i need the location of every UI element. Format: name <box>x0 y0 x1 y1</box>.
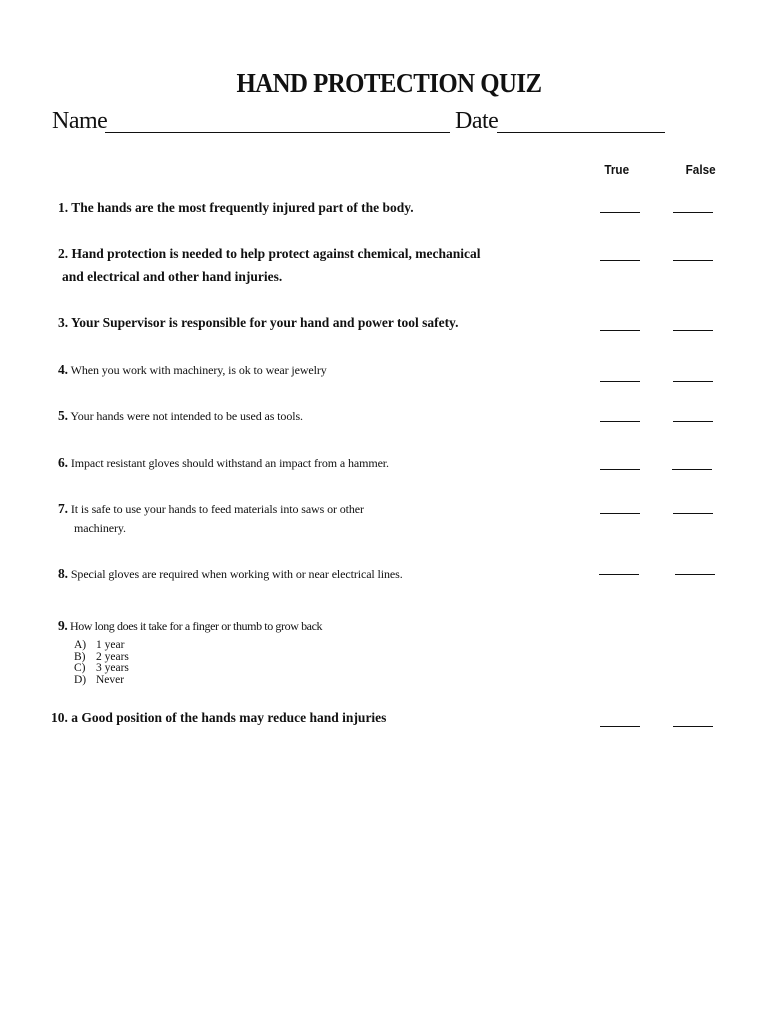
option-text: 2 years <box>96 650 129 663</box>
name-label: Name <box>52 108 108 134</box>
question-text: a Good position of the hands may reduce hand injuries <box>71 710 387 725</box>
question-text: It is safe to use your hands to feed materials into saws or other <box>70 502 364 516</box>
name-field[interactable] <box>105 132 450 133</box>
question-number: 9. <box>58 618 68 633</box>
q4-false-blank[interactable] <box>673 381 713 382</box>
question-3 <box>58 311 458 334</box>
question-number: 4. <box>58 362 68 377</box>
q2-true-blank[interactable] <box>600 260 640 261</box>
date-field[interactable] <box>497 132 665 133</box>
q3-false-blank[interactable] <box>673 330 713 331</box>
q6-true-blank[interactable] <box>600 469 640 470</box>
q8-true-blank[interactable] <box>599 574 639 575</box>
question-text: Impact resistant gloves should withstand an impact from a hammer. <box>70 456 389 470</box>
question-number: 6. <box>58 455 68 470</box>
option-letter: B) <box>74 650 86 663</box>
question-9 <box>58 616 322 636</box>
q2-false-blank[interactable] <box>673 260 713 261</box>
option-letter: D) <box>74 673 87 686</box>
question-7 <box>58 499 364 538</box>
page-title: HAND PROTECTION QUIZ <box>236 68 542 98</box>
question-number: 2. <box>58 246 69 261</box>
question-number: 7. <box>58 501 68 516</box>
q3-true-blank[interactable] <box>600 330 640 331</box>
question-text: Hand protection is needed to help protect against chemical, mechanical <box>71 246 481 261</box>
question-4 <box>58 360 327 380</box>
question-text-continuation: and electrical and other hand injuries. <box>62 269 283 284</box>
question-number: 8. <box>58 566 68 581</box>
question-text: How long does it take for a finger or thumb to grow back <box>69 619 323 633</box>
true-column-header: True <box>604 162 630 177</box>
q7-false-blank[interactable] <box>673 513 713 514</box>
q5-true-blank[interactable] <box>600 421 640 422</box>
question-text: When you work with machinery, is ok to wear jewelry <box>70 363 327 377</box>
q4-true-blank[interactable] <box>600 381 640 382</box>
question-text: Your Supervisor is responsible for your hand and power tool safety. <box>71 315 459 330</box>
q1-true-blank[interactable] <box>600 212 640 213</box>
question-10 <box>51 706 386 729</box>
question-number: 5. <box>58 408 68 423</box>
question-text: Your hands were not intended to be used as tools. <box>70 409 303 423</box>
q1-false-blank[interactable] <box>673 212 713 213</box>
q5-false-blank[interactable] <box>673 421 713 422</box>
date-label: Date <box>455 108 499 134</box>
question-8 <box>58 564 403 584</box>
q8-false-blank[interactable] <box>675 574 715 575</box>
false-column-header: False <box>685 162 716 177</box>
question-number: 1. <box>58 200 69 215</box>
option-text: 1 year <box>96 639 125 651</box>
question-2 <box>58 242 480 288</box>
question-5 <box>58 406 303 426</box>
question-6 <box>58 453 389 473</box>
question-text: Special gloves are required when working with or near electrical lines. <box>70 567 403 581</box>
q10-false-blank[interactable] <box>673 726 713 727</box>
option-letter: A) <box>74 639 87 651</box>
option-text: 3 years <box>96 662 129 674</box>
question-number: 3. <box>58 315 69 330</box>
question-text: The hands are the most frequently injured part of the body. <box>71 200 414 215</box>
question-1 <box>58 196 414 219</box>
question-number: 10. <box>51 710 68 725</box>
question-text-continuation: machinery. <box>74 521 126 535</box>
q6-false-blank[interactable] <box>672 469 712 470</box>
q7-true-blank[interactable] <box>600 513 640 514</box>
option-text: Never <box>96 673 125 686</box>
option-letter: C) <box>74 662 86 674</box>
q10-true-blank[interactable] <box>600 726 640 727</box>
name-date-row <box>52 108 692 138</box>
